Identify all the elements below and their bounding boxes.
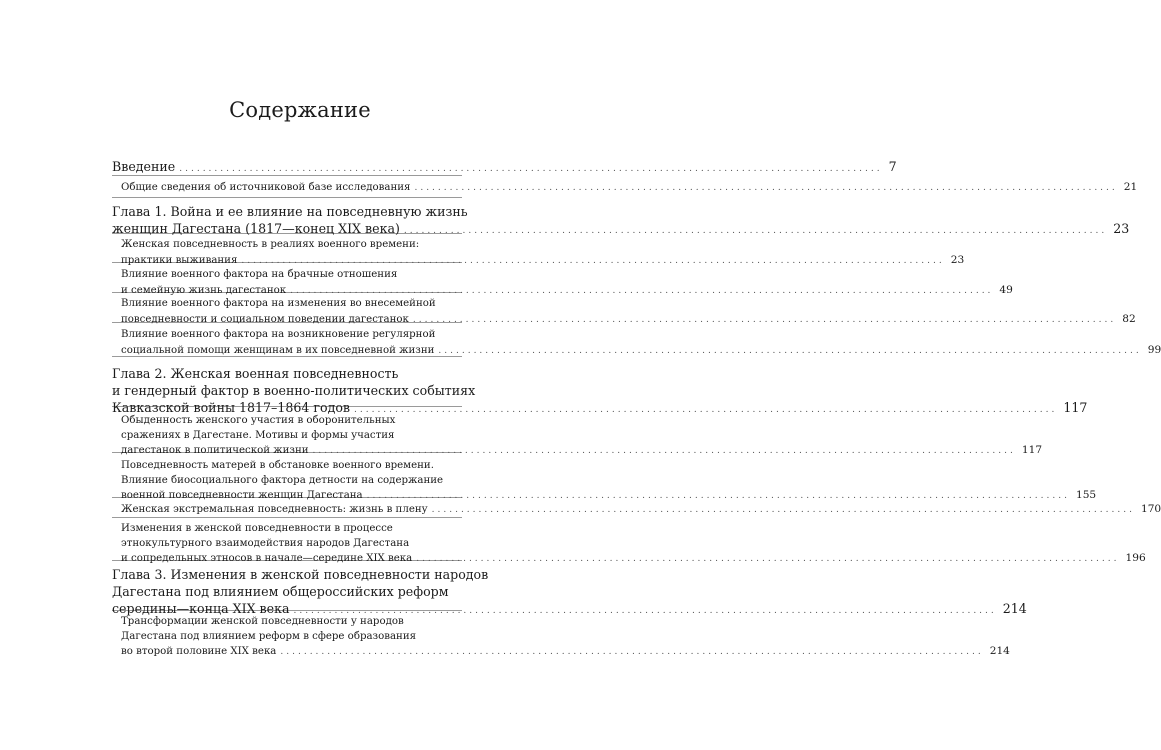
toc-entry-line — [121, 238, 462, 253]
toc-entry-text: Трансформации женской повседневности у народов — [121, 616, 404, 627]
toc-entry-text: и семейную жизнь дагестанок — [121, 284, 287, 296]
toc-entry-line — [112, 365, 462, 382]
dot-leader: ........................................................................................................................ — [414, 183, 1118, 193]
toc-entry-text: дагестанок в политической жизни — [121, 445, 309, 456]
toc-entry-text: Обыденность женского участия в оборонительных — [121, 415, 396, 426]
dot-leader: ........................................................................................................................ — [412, 314, 1117, 325]
toc-entry-text: Дагестана под влиянием реформ в сфере образования — [121, 630, 417, 642]
toc-entry-line — [112, 203, 468, 220]
toc-entry-line — [121, 522, 462, 537]
toc-entry-line — [121, 283, 1013, 299]
toc-entry-line — [112, 566, 489, 583]
toc-entry-line — [112, 220, 1130, 240]
dot-leader: ........................................................................................................................ — [293, 606, 997, 616]
toc-entry-text: женщин Дагестана (1817—конец XIX века) — [112, 221, 400, 236]
toc-entry-line — [121, 537, 462, 552]
toc-entry-text: практики выживания — [121, 254, 238, 266]
toc-entry-text: середины—конца XIX века — [112, 601, 290, 616]
toc-subsection-entry[interactable] — [121, 522, 1146, 567]
toc-subsection-entry[interactable] — [121, 615, 1010, 660]
toc-entry-line — [121, 429, 462, 444]
toc-entry-text: социальной помощи женщинам в их повседневной жизни — [121, 344, 435, 356]
toc-entry-line — [121, 268, 462, 283]
dot-leader: ........................................................................................................................ — [438, 345, 1142, 356]
toc-chapter-entry[interactable] — [112, 566, 1027, 620]
page-number: 117 — [1063, 400, 1088, 415]
toc-chapter-entry[interactable] — [112, 365, 1088, 419]
page-number: 82 — [1122, 312, 1136, 325]
page-number: 7 — [888, 159, 897, 174]
page-number: 99 — [1147, 343, 1161, 356]
toc-entry-line — [121, 328, 462, 343]
page-number: 196 — [1125, 552, 1146, 564]
toc-subsection-entry[interactable] — [121, 238, 965, 268]
toc-entry-text: во второй половине XIX века — [121, 646, 277, 657]
toc-entry-text: Влияние военного фактора на возникновение регулярной — [121, 329, 436, 340]
toc-entry-text: Влияние военного фактора на изменения во внесемейной — [121, 298, 436, 309]
page-number: 23 — [1113, 221, 1130, 236]
toc-entry-text: этнокультурного взаимодействия народов Дагестана — [121, 537, 410, 549]
toc-entry-text: Дагестана под влиянием общероссийских реформ — [112, 584, 449, 599]
page-number: 23 — [950, 253, 965, 266]
toc-entry-text: Влияние биосоциального фактора детности на содержание — [121, 474, 444, 486]
toc-entry-line — [121, 474, 462, 489]
toc-entry-line — [121, 180, 1138, 196]
toc-entry-text: Глава 1. Война и ее влияние на повседневную жизнь — [112, 204, 468, 219]
page-number: 49 — [999, 283, 1013, 296]
page-number: 21 — [1123, 181, 1138, 193]
toc-subsection-entry[interactable] — [121, 414, 1043, 459]
toc-entry-text: сражениях в Дагестане. Мотивы и формы участия — [121, 429, 395, 441]
toc-subsection-entry[interactable] — [121, 502, 1161, 518]
dot-leader: ........................................................................................................................ — [241, 255, 945, 266]
dot-leader: ........................................................................................................................ — [416, 554, 1120, 564]
divider — [112, 197, 462, 198]
toc-entry-text: Изменения в женской повседневности в процессе — [121, 523, 393, 534]
toc-entry-text: Общие сведения об источниковой базе исследования — [121, 182, 411, 193]
toc-entry-line — [121, 551, 1146, 567]
toc-entry-line — [121, 414, 462, 429]
dot-leader: ........................................................................................................................ — [354, 405, 1058, 415]
toc-entry-line — [121, 443, 1043, 459]
dot-leader: ........................................................................................................................ — [290, 285, 994, 296]
toc-entry-line — [121, 343, 1161, 359]
dot-leader: ........................................................................................................................ — [431, 505, 1135, 515]
toc-entry-text: военной повседневности женщин Дагестана — [121, 490, 363, 501]
toc-subsection-entry[interactable] — [121, 268, 1013, 298]
toc-entry-text: Женская экстремальная повседневность: жизнь в плену — [121, 504, 428, 515]
toc-subsection-entry[interactable] — [121, 180, 1138, 196]
toc-entry-line — [121, 312, 1136, 328]
toc-entry-text: Повседневность матерей в обстановке военного времени. — [121, 460, 434, 471]
toc-chapter-entry[interactable] — [112, 158, 897, 178]
toc-entry-text: повседневности и социальном поведении дагестанок — [121, 313, 409, 325]
toc-entry-text: и сопредельных этносов в начале—середине XIX века — [121, 553, 413, 564]
toc-entry-line — [112, 583, 462, 600]
toc-entry-text: Глава 2. Женская военная повседневность — [112, 366, 399, 381]
toc-entry-text: Глава 3. Изменения в женской повседневности народов — [112, 567, 489, 582]
toc-chapter-entry[interactable] — [112, 203, 1130, 240]
toc-entry-text: Кавказской войны 1817–1864 годов — [112, 400, 350, 415]
dot-leader: ........................................................................................................................ — [312, 446, 1016, 456]
toc-entry-line — [121, 502, 1161, 518]
page-number: 214 — [989, 645, 1010, 657]
toc-entry-line — [121, 459, 462, 474]
dot-leader: ........................................................................................................................ — [280, 647, 984, 657]
toc-subsection-entry[interactable] — [121, 459, 1097, 504]
toc-subsection-entry[interactable] — [121, 328, 1161, 358]
toc-entry-line — [121, 630, 462, 645]
toc-subsection-entry[interactable] — [121, 297, 1136, 327]
toc-entry-text: Влияние военного фактора на брачные отношения — [121, 269, 398, 280]
toc-entry-line — [112, 382, 476, 399]
toc-entry-line — [121, 644, 1010, 660]
toc-entry-line — [121, 297, 462, 312]
toc-entry-text: Введение — [112, 159, 176, 174]
page-number: 155 — [1075, 489, 1097, 501]
toc-entry-text: и гендерный фактор в военно-политических событиях — [112, 383, 476, 398]
page-number: 117 — [1021, 444, 1043, 456]
toc-entry-line — [121, 615, 462, 630]
page-number: 170 — [1140, 503, 1161, 515]
dot-leader: ........................................................................................................................ — [366, 491, 1070, 501]
toc-entry-text: Женская повседневность в реалиях военного времени: — [121, 239, 420, 250]
dot-leader: ........................................................................................................................ — [179, 164, 883, 174]
page-number: 214 — [1002, 601, 1027, 616]
dot-leader: ........................................................................................................................ — [403, 226, 1108, 236]
toc-entry-line — [112, 158, 897, 178]
toc-entry-line — [121, 253, 965, 269]
page-title: Содержание — [229, 98, 371, 122]
